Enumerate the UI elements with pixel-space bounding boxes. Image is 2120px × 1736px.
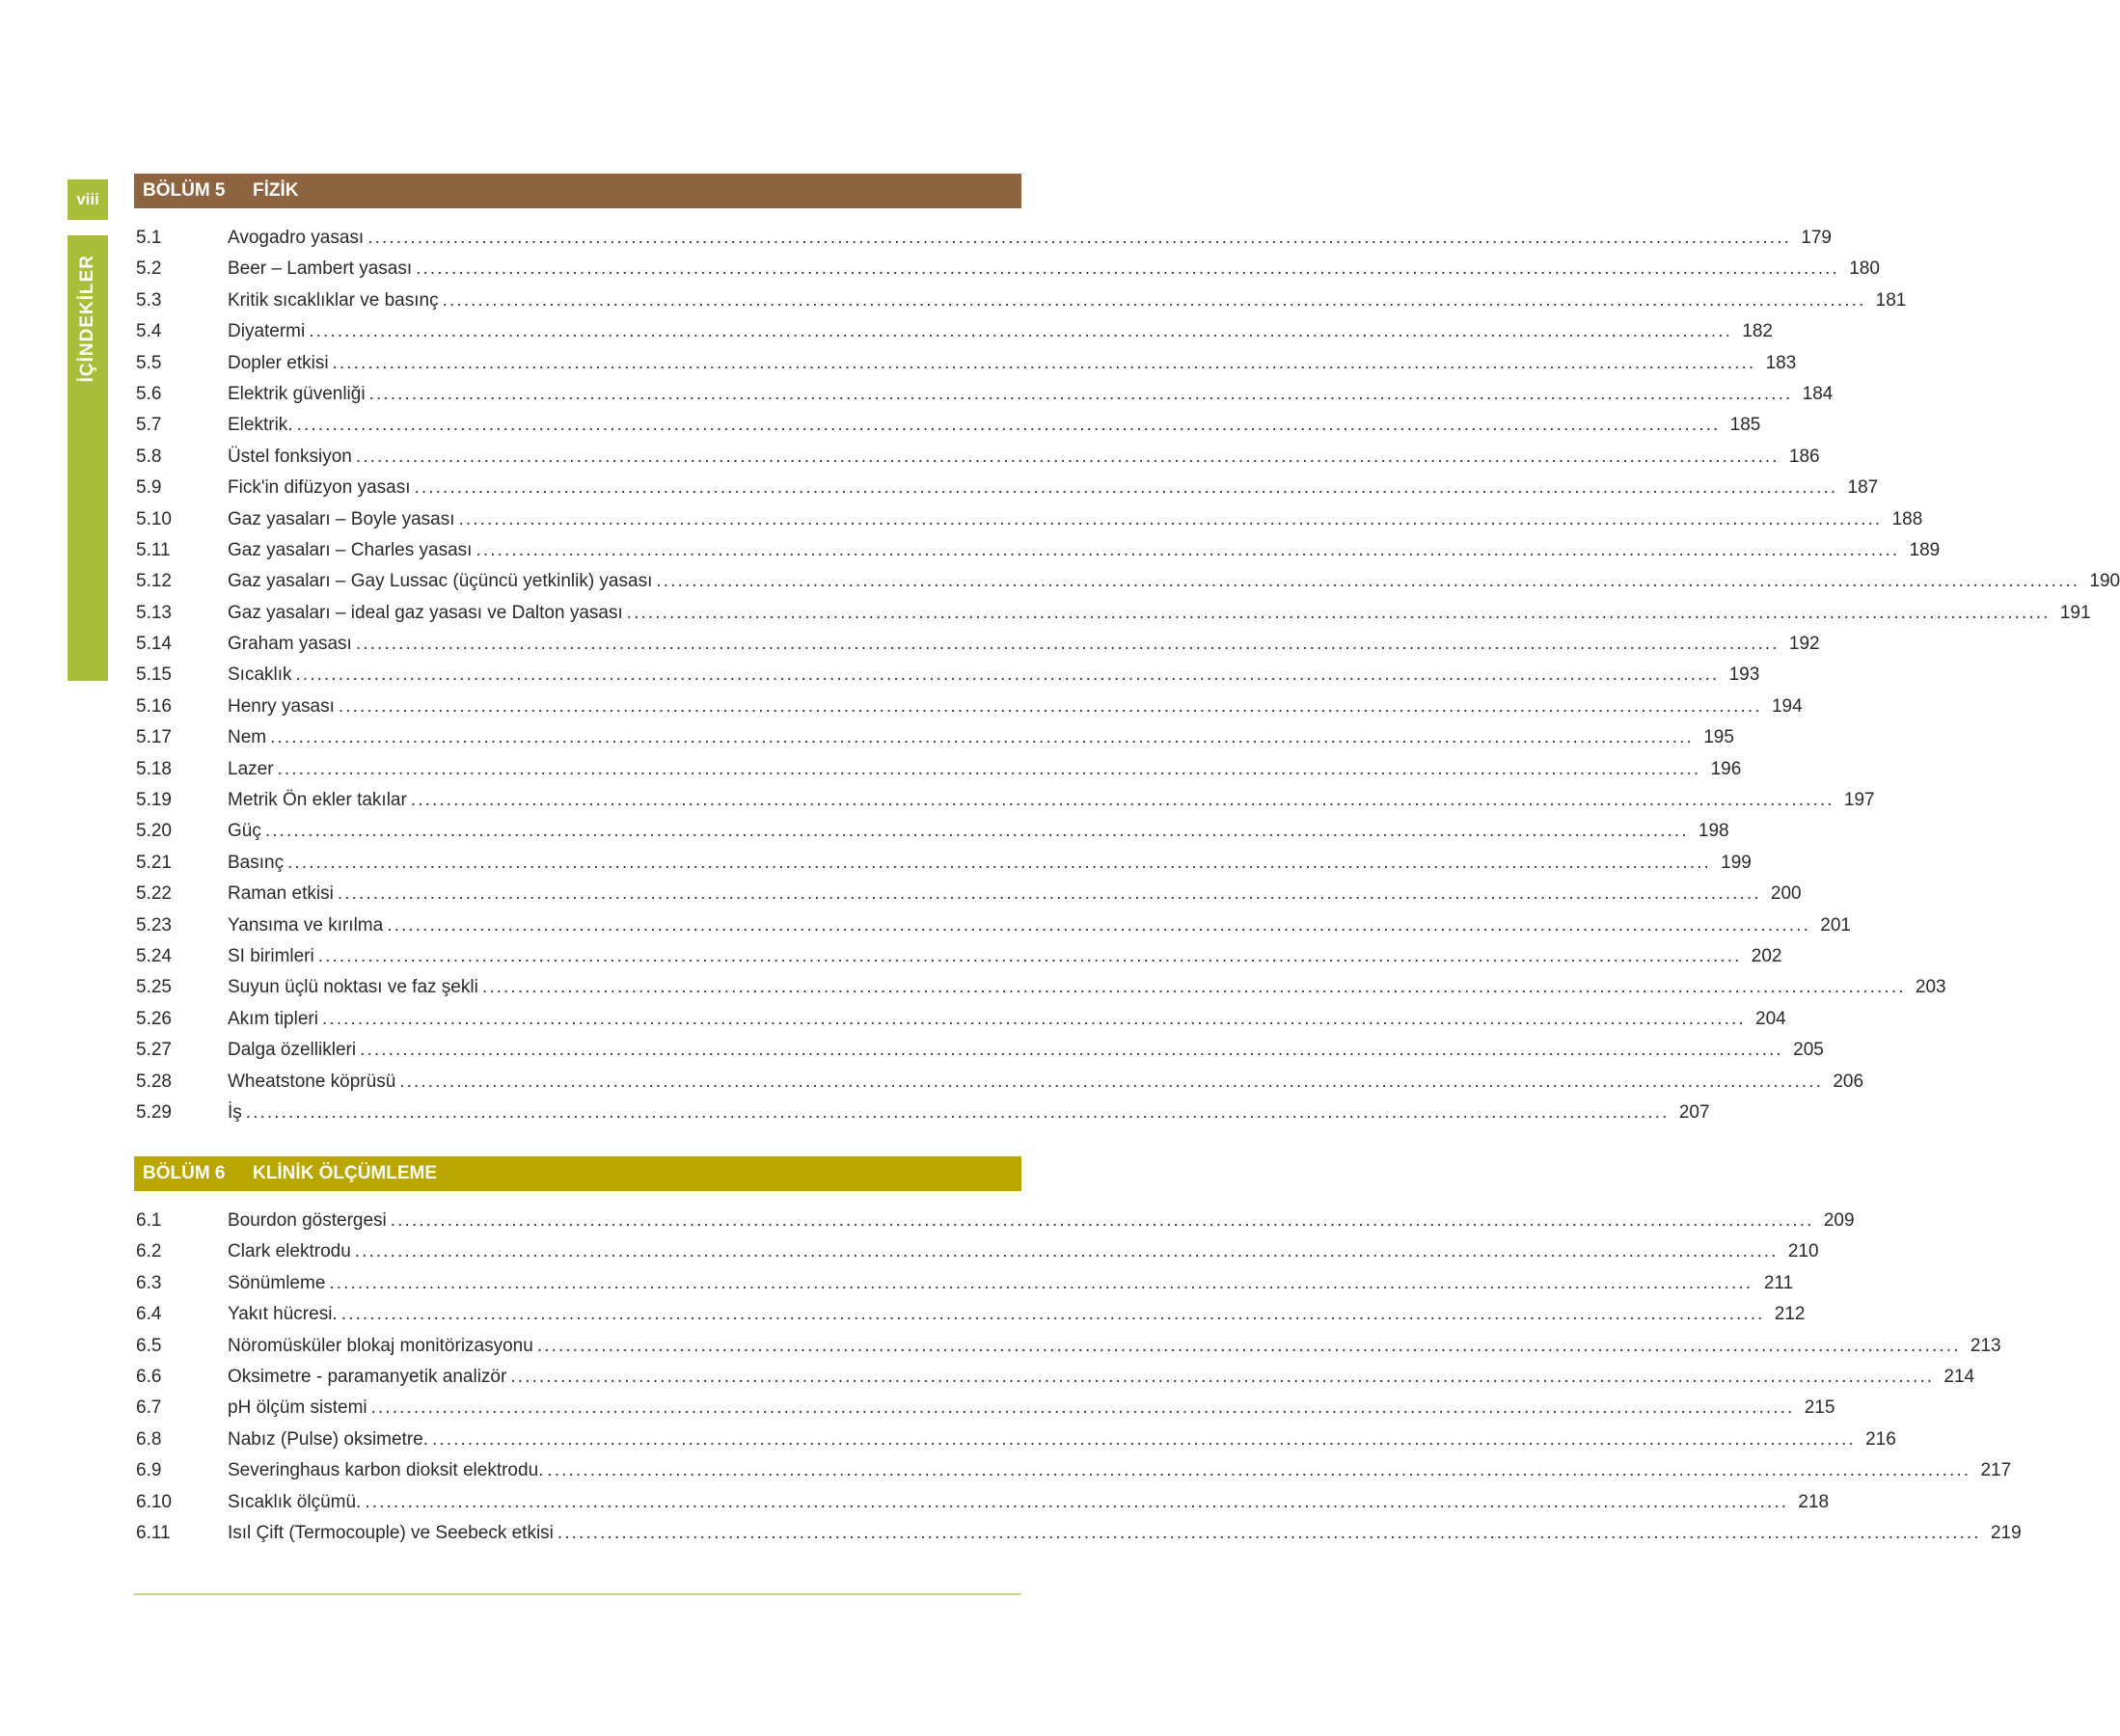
toc-entry[interactable] — [134, 1035, 1824, 1066]
dot-leader: ........................................................................................................................................................................................................ — [296, 415, 1721, 436]
dot-leader: ........................................................................................................................................................................................................ — [399, 1071, 1824, 1092]
chapter-5 — [134, 174, 2120, 1128]
toc-entry-title: Kritik sıcaklıklar ve basınç — [228, 289, 439, 311]
toc-entry[interactable] — [134, 254, 1880, 285]
toc-entry-page: 200 — [1770, 883, 1802, 905]
toc-entry-number: 5.22 — [136, 883, 172, 905]
chapter-title: FİZİK — [253, 180, 299, 201]
toc-entry-title: Bourdon göstergesi — [228, 1210, 387, 1231]
toc-entry-title: Diyatermi — [228, 321, 306, 342]
toc-entry-number: 5.17 — [136, 727, 172, 748]
toc-entry[interactable] — [134, 1206, 1855, 1236]
toc-entry-page: 209 — [1823, 1210, 1855, 1231]
toc-entry-title: Sönümleme — [228, 1272, 326, 1293]
dot-leader: ........................................................................................................................................................................................................ — [416, 258, 1839, 280]
toc-entry[interactable] — [134, 223, 1832, 254]
toc-entry-number: 5.4 — [136, 321, 162, 342]
toc-entry-page: 198 — [1698, 821, 1729, 842]
toc-entry[interactable] — [134, 1268, 1794, 1299]
toc-entry-page: 202 — [1751, 945, 1782, 966]
toc-entry-page: 186 — [1788, 446, 1820, 467]
toc-entry-title: Nöromüsküler blokaj monitörizasyonu — [228, 1335, 533, 1356]
bottom-divider — [134, 1593, 1021, 1595]
toc-entry-number: 5.26 — [136, 1008, 172, 1029]
toc-entry-page: 203 — [1915, 977, 1946, 998]
toc-entry-page: 206 — [1833, 1071, 1864, 1092]
toc-entry-page: 196 — [1710, 758, 1742, 779]
dot-leader: ........................................................................................................................................................................................................ — [626, 602, 2051, 623]
toc-entry-page: 212 — [1774, 1304, 1806, 1325]
toc-entry-title: Wheatstone köprüsü — [228, 1071, 396, 1092]
toc-entry-number: 5.6 — [136, 383, 162, 404]
toc-entry-title: Raman etkisi — [228, 883, 334, 905]
toc-entry-page: 217 — [1980, 1460, 2012, 1481]
toc-entry-title: Akım tipleri — [228, 1008, 318, 1029]
toc-entry[interactable] — [134, 1518, 2022, 1549]
toc-entry-page: 189 — [1909, 539, 1941, 560]
dot-leader: ........................................................................................................................................................................................................ — [367, 228, 1791, 248]
toc-entry-page: 210 — [1787, 1241, 1819, 1262]
toc-entry-page: 214 — [1943, 1366, 1975, 1387]
toc-entry-page: 215 — [1804, 1397, 1835, 1419]
dot-leader: ........................................................................................................................................................................................................ — [355, 446, 1780, 467]
toc-entry[interactable] — [134, 816, 1729, 847]
dot-leader: ........................................................................................................................................................................................................ — [458, 508, 1883, 529]
dot-leader: ........................................................................................................................................................................................................ — [370, 1397, 1795, 1419]
toc-entry-title: SI birimleri — [228, 945, 314, 966]
toc-entry-number: 6.1 — [136, 1210, 162, 1231]
chapter-header — [134, 174, 1021, 208]
toc-entry[interactable] — [134, 1299, 1806, 1330]
dot-leader: ........................................................................................................................................................................................................ — [270, 727, 1694, 748]
toc-entry[interactable] — [134, 660, 1760, 691]
page-number-tab: viii — [68, 179, 108, 220]
dot-leader: ........................................................................................................................................................................................................ — [442, 289, 1866, 311]
chapter-number: BÖLÜM 5 — [143, 180, 226, 201]
toc-entry-page: 179 — [1801, 228, 1832, 248]
toc-entry-number: 5.16 — [136, 695, 172, 717]
toc-entry-number: 5.28 — [136, 1071, 172, 1092]
toc-entry[interactable] — [134, 473, 1879, 503]
toc-entry-list — [134, 223, 2120, 1128]
section-tab-label: İÇİNDEKİLER — [77, 255, 97, 383]
dot-leader: ........................................................................................................................................................................................................ — [337, 883, 1761, 905]
dot-leader: ........................................................................................................................................................................................................ — [557, 1522, 1981, 1543]
dot-leader: ........................................................................................................................................................................................................ — [264, 821, 1689, 842]
toc-entry-title: Fick'in difüzyon yasası — [228, 477, 411, 499]
toc-entry-number: 5.13 — [136, 602, 172, 623]
toc-entry-page: 193 — [1728, 665, 1760, 686]
toc-entry-number: 5.12 — [136, 571, 172, 592]
toc-entry-title: Yansıma ve kırılma — [228, 914, 384, 936]
dot-leader: ........................................................................................................................................................................................................ — [432, 1428, 1856, 1450]
toc-entry-page: 184 — [1802, 383, 1834, 404]
toc-entry-title: Gaz yasaları – ideal gaz yasası ve Dalton yasası — [228, 602, 623, 623]
toc-entry-title: Avogadro yasası — [228, 228, 365, 248]
toc-entry-title: Elektrik. — [228, 415, 293, 436]
toc-entry[interactable] — [134, 692, 1803, 722]
toc-entry-number: 6.7 — [136, 1397, 162, 1419]
toc-entry[interactable] — [134, 379, 1834, 410]
toc-entry-number: 5.2 — [136, 258, 162, 280]
toc-entry-title: Graham yasası — [228, 634, 352, 655]
toc-entry-page: 195 — [1703, 727, 1734, 748]
toc-entry[interactable] — [134, 972, 1946, 1003]
toc-entry-title: Isıl Çift (Termocouple) ve Seebeck etkisi — [228, 1522, 554, 1543]
toc-entry-title: Dalga özellikleri — [228, 1040, 357, 1061]
toc-entry-page: 181 — [1875, 289, 1907, 311]
dot-leader: ........................................................................................................................................................................................................ — [295, 665, 1720, 686]
toc-entry-number: 5.3 — [136, 289, 162, 311]
toc-entry-page: 192 — [1788, 634, 1820, 655]
toc-entry[interactable] — [134, 442, 1820, 473]
toc-entry-page: 188 — [1891, 508, 1923, 529]
toc-entry-number: 6.10 — [136, 1491, 172, 1512]
toc-entry[interactable] — [134, 941, 1782, 972]
toc-entry[interactable] — [134, 754, 1742, 785]
toc-entry-number: 5.10 — [136, 508, 172, 529]
toc-entry-number: 5.11 — [136, 539, 171, 560]
toc-entry-page: 211 — [1763, 1272, 1794, 1293]
toc-entry[interactable] — [134, 285, 1907, 316]
toc-entry-number: 6.5 — [136, 1335, 162, 1356]
toc-entry[interactable] — [134, 1455, 2012, 1486]
dot-leader: ........................................................................................................................................................................................................ — [414, 477, 1838, 499]
toc-entry-title: Sıcaklık ölçümü. — [228, 1491, 362, 1512]
toc-entry[interactable] — [134, 1424, 1896, 1455]
toc-entry-page: 183 — [1765, 352, 1797, 373]
toc-entry-title: Suyun üçlü noktası ve faz şekli — [228, 977, 478, 998]
dot-leader: ........................................................................................................................................................................................................ — [476, 539, 1900, 560]
toc-entry-title: pH ölçüm sistemi — [228, 1397, 367, 1419]
toc-entry-title: Nabız (Pulse) oksimetre. — [228, 1428, 429, 1450]
dot-leader: ........................................................................................................................................................................................................ — [656, 571, 2080, 592]
toc-entry-page: 199 — [1721, 852, 1752, 873]
toc-entry-page: 218 — [1798, 1491, 1830, 1512]
toc-entry-number: 6.9 — [136, 1460, 162, 1481]
toc-entry[interactable] — [134, 1393, 1835, 1424]
toc-entry-number: 5.15 — [136, 665, 172, 686]
toc-entry-title: Gaz yasaları – Gay Lussac (üçüncü yetkinlik) yasası — [228, 571, 653, 592]
toc-entry-title: Clark elektrodu — [228, 1241, 351, 1262]
dot-leader: ........................................................................................................................................................................................................ — [536, 1335, 1961, 1356]
toc-entry-page: 216 — [1865, 1428, 1896, 1450]
toc-entry-page: 197 — [1843, 790, 1875, 811]
toc-entry-title: Nem — [228, 727, 267, 748]
chapter-6 — [134, 1156, 2022, 1549]
toc-entry[interactable] — [134, 316, 1773, 347]
dot-leader: ........................................................................................................................................................................................................ — [309, 321, 1732, 342]
chapter-title: KLİNİK ÖLÇÜMLEME — [253, 1163, 438, 1183]
dot-leader: ........................................................................................................................................................................................................ — [355, 634, 1780, 655]
toc-entry-title: Basınç — [228, 852, 285, 873]
section-tab — [68, 235, 108, 681]
toc-entry-list — [134, 1206, 2022, 1549]
toc-entry[interactable] — [134, 1362, 1975, 1393]
dot-leader: ........................................................................................................................................................................................................ — [340, 1304, 1765, 1325]
dot-leader: ........................................................................................................................................................................................................ — [547, 1460, 1971, 1481]
toc-entry-number: 5.27 — [136, 1040, 172, 1061]
dot-leader: ........................................................................................................................................................................................................ — [317, 945, 1742, 966]
toc-entry-title: Güç — [228, 821, 261, 842]
toc-entry-title: Üstel fonksiyon — [228, 446, 352, 467]
toc-entry-page: 185 — [1729, 415, 1761, 436]
toc-entry-number: 5.8 — [136, 446, 162, 467]
dot-leader: ........................................................................................................................................................................................................ — [390, 1210, 1814, 1231]
toc-entry-title: Dopler etkisi — [228, 352, 329, 373]
toc-entry-number: 5.23 — [136, 914, 172, 936]
toc-entry-page: 194 — [1771, 695, 1803, 717]
toc-entry-number: 5.9 — [136, 477, 162, 499]
toc-entry[interactable] — [134, 504, 1923, 535]
toc-entry-page: 213 — [1970, 1335, 2001, 1356]
toc-entry-title: Gaz yasaları – Boyle yasası — [228, 508, 455, 529]
toc-entry-page: 219 — [1990, 1522, 2022, 1543]
toc-entry-page: 187 — [1847, 477, 1879, 499]
toc-entry-page: 182 — [1742, 321, 1773, 342]
toc-entry[interactable] — [134, 1236, 1819, 1267]
toc-entry-number: 5.24 — [136, 945, 172, 966]
toc-entry-title: Lazer — [228, 758, 274, 779]
chapter-header — [134, 1156, 1021, 1191]
dot-leader: ........................................................................................................................................................................................................ — [368, 383, 1793, 404]
toc-entry-title: Sıcaklık — [228, 665, 292, 686]
toc-entry-title: Severinghaus karbon dioksit elektrodu. — [228, 1460, 544, 1481]
toc-entry[interactable] — [134, 348, 1797, 379]
toc-entry-page: 191 — [2059, 602, 2091, 623]
toc-entry[interactable] — [134, 1067, 1864, 1098]
toc-entry-number: 5.18 — [136, 758, 172, 779]
toc-entry-title: İş — [228, 1101, 242, 1123]
dot-leader: ........................................................................................................................................................................................................ — [338, 695, 1762, 717]
toc-entry-number: 5.21 — [136, 852, 172, 873]
dot-leader: ........................................................................................................................................................................................................ — [245, 1101, 1670, 1123]
dot-leader: ........................................................................................................................................................................................................ — [287, 852, 1711, 873]
toc-entry-number: 5.25 — [136, 977, 172, 998]
toc-entry-number: 5.5 — [136, 352, 162, 373]
toc-entry-page: 201 — [1820, 914, 1851, 936]
dot-leader: ........................................................................................................................................................................................................ — [332, 352, 1756, 373]
toc-entry-number: 6.8 — [136, 1428, 162, 1450]
toc-entry-number: 6.3 — [136, 1272, 162, 1293]
dot-leader: ........................................................................................................................................................................................................ — [410, 790, 1835, 811]
toc-entry-number: 6.11 — [136, 1522, 171, 1543]
dot-leader: ........................................................................................................................................................................................................ — [365, 1491, 1789, 1512]
dot-leader: ........................................................................................................................................................................................................ — [329, 1272, 1753, 1293]
toc-entry-number: 5.1 — [136, 228, 162, 248]
toc-entry-title: Metrik Ön ekler takılar — [228, 790, 407, 811]
toc-entry-title: Yakıt hücresi. — [228, 1304, 338, 1325]
toc-entry-title: Beer – Lambert yasası — [228, 258, 413, 280]
toc-entry-number: 5.7 — [136, 415, 162, 436]
toc-entry[interactable] — [134, 1004, 1786, 1035]
toc-entry-number: 5.20 — [136, 821, 172, 842]
toc-entry[interactable] — [134, 535, 1941, 566]
dot-leader: ........................................................................................................................................................................................................ — [387, 914, 1810, 936]
toc-entry[interactable] — [134, 1331, 2001, 1362]
toc-entry-title: Gaz yasaları – Charles yasası — [228, 539, 473, 560]
dot-leader: ........................................................................................................................................................................................................ — [354, 1241, 1779, 1262]
dot-leader: ........................................................................................................................................................................................................ — [510, 1366, 1935, 1387]
toc-entry[interactable] — [134, 566, 2120, 597]
toc-entry-page: 180 — [1849, 258, 1880, 280]
dot-leader: ........................................................................................................................................................................................................ — [360, 1040, 1783, 1061]
toc-entry-number: 5.19 — [136, 790, 172, 811]
toc-entry[interactable] — [134, 598, 2091, 629]
toc-entry-number: 6.4 — [136, 1304, 162, 1325]
toc-entry[interactable] — [134, 785, 1875, 816]
toc-entry-number: 6.6 — [136, 1366, 162, 1387]
chapter-number: BÖLÜM 6 — [143, 1163, 226, 1183]
toc-entry[interactable] — [134, 722, 1734, 753]
toc-entry-title: Elektrik güvenliği — [228, 383, 366, 404]
toc-entry-number: 6.2 — [136, 1241, 162, 1262]
toc-entry-title: Henry yasası — [228, 695, 335, 717]
toc-entry[interactable] — [134, 629, 1820, 660]
toc-entry-title: Oksimetre - paramanyetik analizör — [228, 1366, 507, 1387]
toc-entry[interactable] — [134, 1487, 1830, 1518]
toc-entry-page: 205 — [1793, 1040, 1824, 1061]
toc-entry[interactable] — [134, 910, 1851, 941]
dot-leader: ........................................................................................................................................................................................................ — [481, 977, 1906, 998]
toc-entry-page: 204 — [1755, 1008, 1786, 1029]
toc-entry-number: 5.14 — [136, 634, 172, 655]
toc-entry[interactable] — [134, 410, 1761, 441]
dot-leader: ........................................................................................................................................................................................................ — [321, 1008, 1746, 1029]
dot-leader: ........................................................................................................................................................................................................ — [277, 758, 1701, 779]
toc-entry[interactable] — [134, 848, 1752, 879]
toc-entry[interactable] — [134, 879, 1802, 909]
toc-entry-page: 207 — [1678, 1101, 1710, 1123]
toc-entry[interactable] — [134, 1098, 1710, 1128]
toc-entry-page: 190 — [2089, 571, 2120, 592]
toc-entry-number: 5.29 — [136, 1101, 172, 1123]
